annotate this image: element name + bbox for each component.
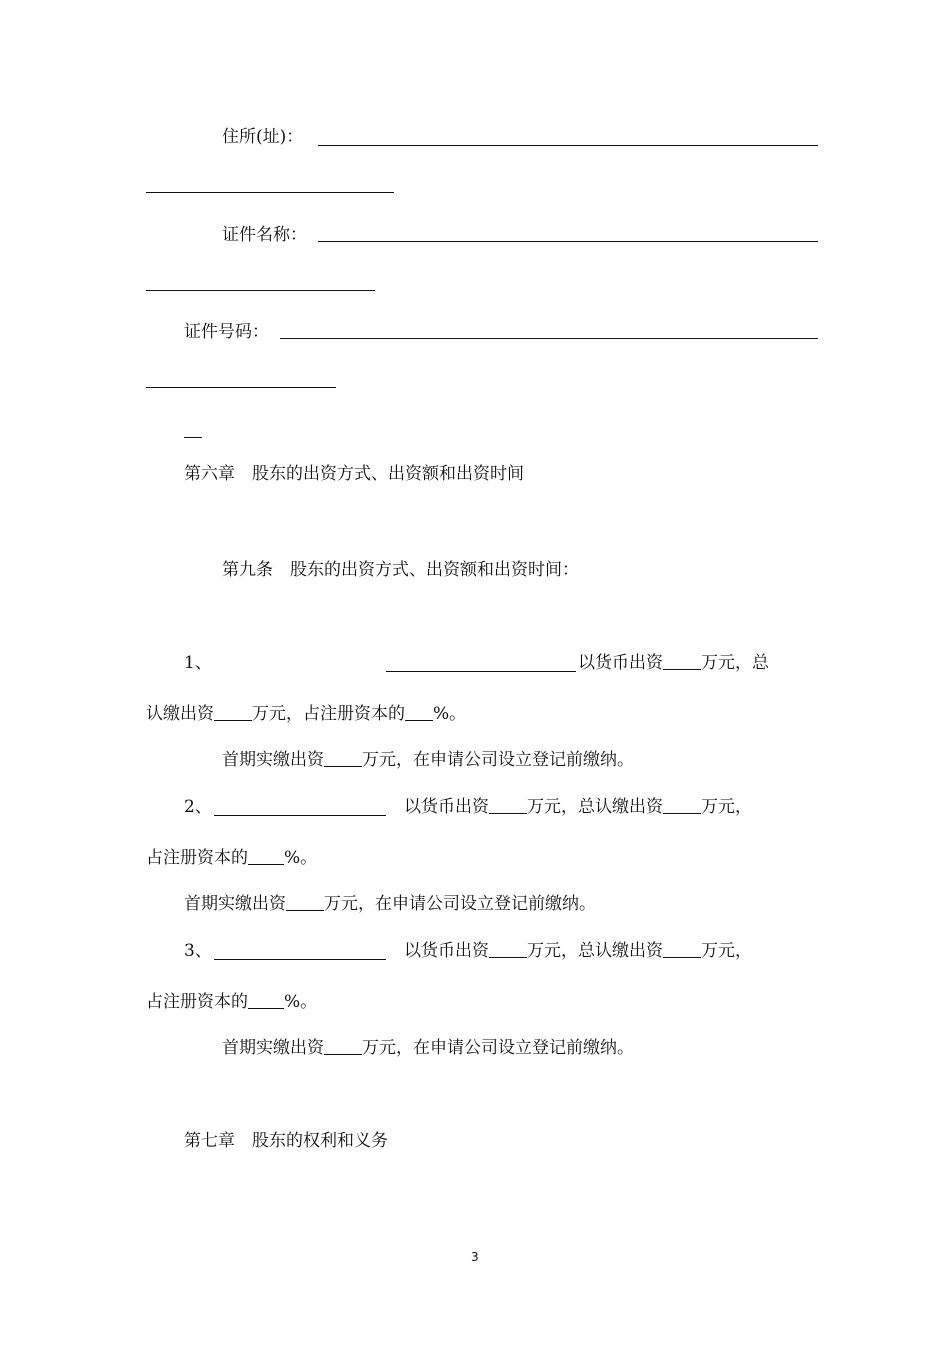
item-1-currency-text: 以货币出资: [578, 653, 663, 673]
item-2-ratio-text: 占注册资本的: [146, 848, 248, 868]
chapter-7-heading: 第七章 股东的权利和义务: [184, 1131, 388, 1151]
item-1-subscribed-text: 认缴出资: [146, 704, 214, 724]
item-3-amount-blank[interactable]: [489, 942, 527, 958]
item-2-unit-text: 万元，: [701, 797, 752, 817]
item-2-line-1: [404, 797, 752, 817]
item-1-paid-blank[interactable]: [324, 751, 362, 767]
item-2-ratio-blank[interactable]: [248, 849, 284, 865]
item-2-line-2: [146, 848, 317, 868]
id-name-blank-line-2[interactable]: [146, 290, 375, 291]
id-number-blank-line-3[interactable]: [184, 437, 202, 438]
item-1-unit-text: 万元，总: [701, 653, 769, 673]
item-3-paid-text: 首期实缴出资: [222, 1038, 324, 1058]
item-3-shareholder-blank[interactable]: [214, 959, 386, 960]
item-2-number: 2、: [184, 797, 212, 817]
item-1-subscribed-blank[interactable]: [214, 705, 252, 721]
item-1-line-2: [146, 704, 466, 724]
chapter-6-heading: 第六章 股东的出资方式、出资额和出资时间: [184, 464, 524, 484]
id-number-blank-line-1[interactable]: [280, 338, 818, 339]
item-1-percent-text: %。: [433, 704, 467, 724]
address-label: 住所(址)：: [222, 127, 304, 147]
address-blank-line-2[interactable]: [146, 192, 394, 193]
item-3-number: 3、: [184, 941, 212, 961]
id-number-label: 证件号码：: [184, 322, 269, 342]
item-1-shareholder-blank[interactable]: [386, 671, 576, 672]
item-3-line-2: [146, 992, 317, 1012]
item-2-shareholder-blank[interactable]: [214, 815, 386, 816]
item-1-line-1: [578, 653, 769, 673]
item-2-paid-rest: 万元，在申请公司设立登记前缴纳。: [324, 894, 596, 914]
article-9-heading: 第九条 股东的出资方式、出资额和出资时间：: [222, 560, 579, 580]
item-1-paid-line: [222, 750, 634, 770]
item-3-subscribed-blank[interactable]: [663, 942, 701, 958]
item-3-ratio-text: 占注册资本的: [146, 992, 248, 1012]
item-3-paid-rest: 万元，在申请公司设立登记前缴纳。: [362, 1038, 634, 1058]
id-name-blank-line-1[interactable]: [318, 241, 818, 242]
item-2-currency-text: 以货币出资: [404, 797, 489, 817]
item-3-currency-text: 以货币出资: [404, 941, 489, 961]
address-blank-line-1[interactable]: [318, 145, 818, 146]
item-1-paid-rest: 万元，在申请公司设立登记前缴纳。: [362, 750, 634, 770]
item-3-percent-text: %。: [284, 992, 318, 1012]
item-3-paid-blank[interactable]: [324, 1039, 362, 1055]
item-2-paid-text: 首期实缴出资: [184, 894, 286, 914]
item-1-ratio-text: 万元，占注册资本的: [252, 704, 405, 724]
id-number-blank-line-2[interactable]: [146, 387, 336, 388]
item-1-amount-blank[interactable]: [663, 654, 701, 670]
item-2-amount-blank[interactable]: [489, 798, 527, 814]
item-2-percent-text: %。: [284, 848, 318, 868]
item-3-line-1: [404, 941, 752, 961]
item-3-paid-line: [222, 1038, 634, 1058]
item-1-ratio-blank[interactable]: [405, 705, 433, 721]
item-3-subscribed-text: 万元，总认缴出资: [527, 941, 663, 961]
item-3-ratio-blank[interactable]: [248, 993, 284, 1009]
page-number: 3: [471, 1250, 479, 1264]
item-2-subscribed-text: 万元，总认缴出资: [527, 797, 663, 817]
item-2-paid-blank[interactable]: [286, 895, 324, 911]
item-1-paid-text: 首期实缴出资: [222, 750, 324, 770]
id-name-label: 证件名称：: [222, 225, 307, 245]
item-3-unit-text: 万元，: [701, 941, 752, 961]
item-2-paid-line: [184, 894, 596, 914]
item-2-subscribed-blank[interactable]: [663, 798, 701, 814]
item-1-number: 1、: [184, 653, 212, 673]
